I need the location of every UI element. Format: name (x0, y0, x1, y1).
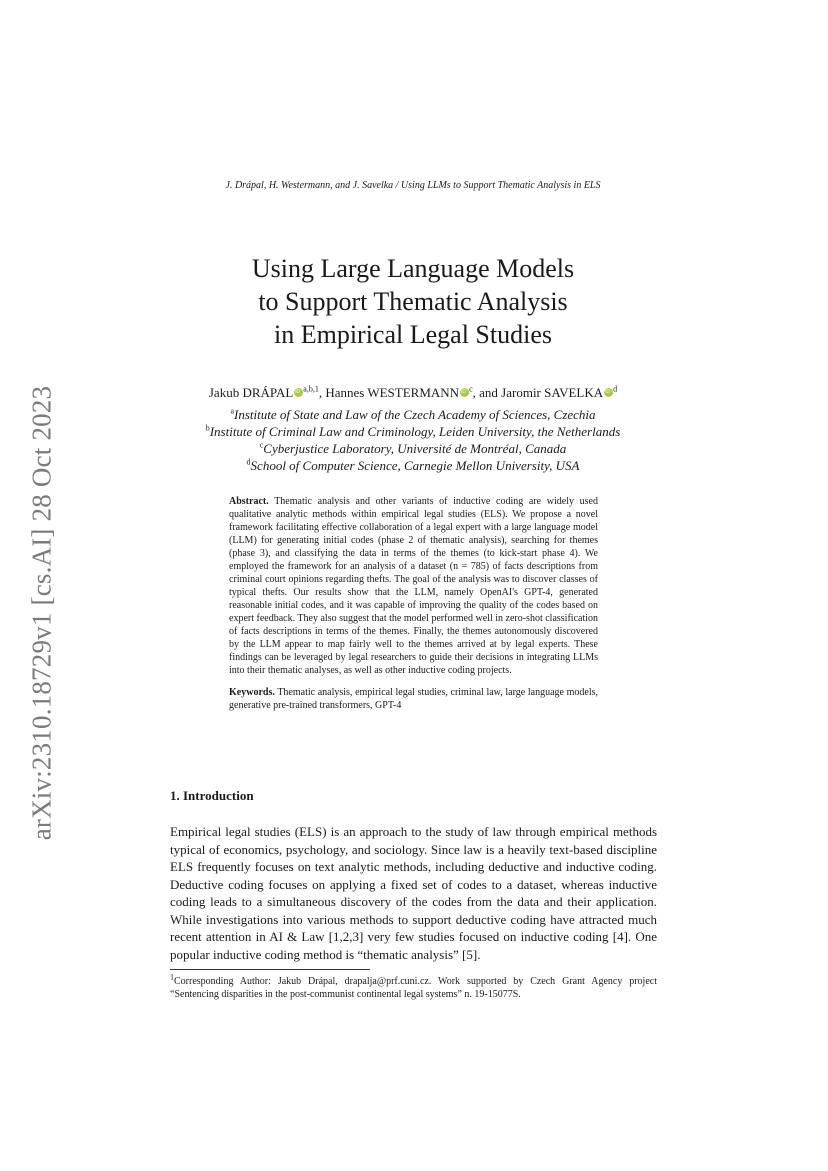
affiliation-item (150, 423, 676, 440)
footnote-text: Corresponding Author: Jakub Drápal, drapalja@prf.cuni.cz. Work supported by Czech Grant Agency project “Sentencing disparities in the post-communist continental legal systems” n. 19-15077S. (170, 976, 657, 1000)
arxiv-identifier-text: arXiv:2310.18729v1 [cs.AI] 28 Oct 2023 (26, 385, 57, 841)
affiliation-item (150, 406, 676, 423)
author-separator: , (318, 385, 326, 400)
footnote-divider (170, 969, 370, 970)
author-affiliation-marks: c (469, 384, 473, 394)
author-affiliation-marks: a,b,1 (303, 384, 319, 394)
author-affiliation-marks: d (613, 384, 618, 394)
footnote (170, 972, 657, 1001)
orcid-icon[interactable] (294, 388, 303, 397)
orcid-icon[interactable] (604, 388, 613, 397)
affiliation-text: Institute of State and Law of the Czech Academy of Sciences, Czechia (234, 407, 596, 422)
keywords-text: Thematic analysis, empirical legal studies, criminal law, large language models, generative pre-trained transformers, GPT-4 (229, 687, 598, 711)
keywords-paragraph (229, 686, 598, 712)
author-list (150, 384, 676, 401)
affiliation-item (150, 457, 676, 474)
paper-title (170, 252, 656, 351)
title-line-2: to Support Thematic Analysis (258, 287, 568, 316)
introduction-paragraph: Empirical legal studies (ELS) is an approach to the study of law through empirical methods typical of economics, psychology, and sociology. Since law is a heavily text-based discipline ELS frequently focuses on text analytic methods, including deductive and inductive coding. Deductive coding focuses on applying a fixed set of codes to a dataset, whereas inductive coding leads to a simultaneous discovery of the codes from the data and their application. While investigations into various methods to support deductive coding have attracted much recent attention in AI & Law [1,2,3] very few studies focused on inductive coding [4]. One popular inductive coding method is “thematic analysis” [5]. (170, 824, 657, 962)
affiliation-text: Cyberjustice Laboratory, Université de Montréal, Canada (263, 441, 567, 456)
author-name: Hannes WESTERMANN (325, 385, 460, 400)
title-line-1: Using Large Language Models (251, 254, 575, 283)
keywords-label: Keywords. (229, 687, 275, 698)
arxiv-identifier-stamp (22, 374, 62, 852)
orcid-icon[interactable] (460, 388, 469, 397)
affiliation-mark: d (246, 457, 251, 467)
affiliation-mark: c (259, 440, 264, 450)
affiliation-mark: b (205, 423, 210, 433)
affiliation-list (150, 406, 676, 474)
affiliation-item (150, 440, 676, 457)
title-line-3: in Empirical Legal Studies (274, 320, 552, 349)
abstract-text: Thematic analysis and other variants of inductive coding are widely used qualitative analytic methods within empirical legal studies (ELS). We propose a novel framework facilitating effective collaboration of a legal expert with a large language model (LLM) for generating initial codes (phase 2 of thematic analysis), searching for themes (phase 3), and classifying the data in terms of the themes (to kick-start phase 4). We employed the framework for an analysis of a dataset (n = 785) of facts descriptions from criminal court opinions regarding thefts. The goal of the analysis was to discover classes of typical thefts. Our results show that the LLM, namely OpenAI's GPT-4, generated reasonable initial codes, and it was capable of improving the quality of the codes based on expert feedback. They also suggest that the model performed well in zero-shot classification of facts descriptions in terms of the themes. Finally, the themes autonomously discovered by the LLM appear to map fairly well to the themes arrived at by legal experts. These findings can be leveraged by legal researchers to guide their decisions in integrating LLMs into their thematic analyses, as well as other inductive coding projects. (229, 496, 598, 676)
footnote-mark: 1 (170, 972, 174, 982)
abstract-block (229, 495, 598, 712)
abstract-label: Abstract. (229, 496, 269, 507)
abstract-paragraph (229, 495, 598, 677)
author-name: Jakub DRÁPAL (208, 385, 294, 400)
section-heading: 1. Introduction (170, 788, 254, 803)
affiliation-text: Institute of Criminal Law and Criminology, Leiden University, the Netherlands (209, 424, 621, 439)
affiliation-text: School of Computer Science, Carnegie Mellon University, USA (250, 458, 580, 473)
author-separator: , and (472, 385, 502, 400)
running-head: J. Drápal, H. Westermann, and J. Savelka / Using LLMs to Support Thematic Analysis in ELS (225, 180, 601, 191)
author-name: Jaromir SAVELKA (501, 385, 604, 400)
affiliation-mark: a (230, 406, 235, 416)
